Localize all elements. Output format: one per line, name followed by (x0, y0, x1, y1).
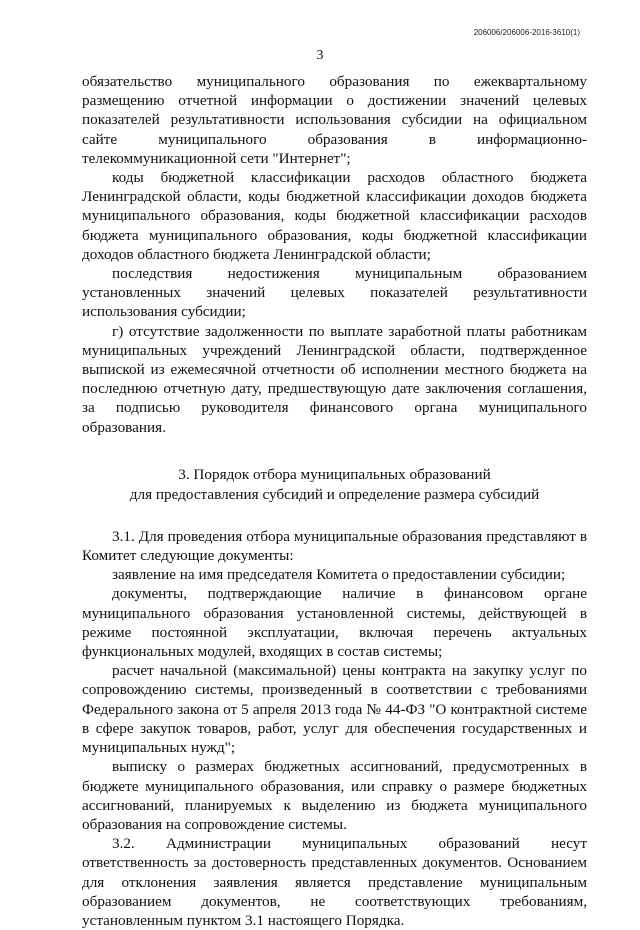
section-title-line-2: для предоставления субсидий и определение размера субсидий (129, 485, 540, 503)
document-id: 206006/206006-2016-3610(1) (473, 28, 580, 37)
section-heading (82, 465, 587, 505)
paragraph-3-2: 3.2. Администрации муниципальных образований несут ответственность за достоверность представленных документов. Основанием для отклонения заявления является представление муниципальным образованием документов, не соответствующих требованиям, установленным пунктом 3.1 настоящего Порядка. (82, 835, 587, 929)
document-body (82, 72, 587, 930)
paragraph-no-salary-debt: г) отсутствие задолженности по выплате заработной платы работникам муниципальных учреждений Ленинградской области, подтвержденное выпиской из ежемесячной отчетности об исполнении местного бюджета на последнюю отчетную дату, предшествующую дате заключения соглашения, за подписью руководителя финансового органа муниципального образования. (82, 322, 587, 436)
page-number: 3 (316, 48, 324, 63)
paragraph-budget-codes: коды бюджетной классификации расходов областного бюджета Ленинградской области, коды бюджетной классификации доходов бюджета муниципального образования, коды бюджетной классификации расходов бюджета муниципального образования, коды бюджетной классификации доходов областного бюджета Ленинградской области; (82, 169, 587, 263)
paragraph-3-1: 3.1. Для проведения отбора муниципальные образования представляют в Комитет следующие документы: (82, 527, 587, 565)
section-title-line-1: 3. Порядок отбора муниципальных образований (178, 465, 491, 483)
paragraph-reporting-obligation: обязательство муниципального образования по ежеквартальному размещению отчетной информации о достижении значений целевых показателей результативности использования субсидии на официальном сайте муниципального образования в информационно-телекоммуникационной сети "Интернет"; (82, 73, 587, 167)
paragraph-consequences: последствия недостижения муниципальным образованием установленных значений целевых показателей результативности использования субсидии; (82, 265, 587, 321)
list-item-price-calculation: расчет начальной (максимальной) цены контракта на закупку услуг по сопровождению системы, произведенный в соответствии с требованиями Федерального закона от 5 апреля 2013 года № 44-ФЗ "О контрактной системе в сфере закупок товаров, работ, услуг для обеспечения государственных и муниципальных нужд"; (82, 662, 587, 757)
list-item-system-documents: документы, подтверждающие наличие в финансовом органе муниципального образования установленной системы, действующей в режиме постоянной эксплуатации, включая перечень актуальных функциональных модулей, входящих в состав системы; (82, 585, 587, 661)
list-item-budget-extract: выписку о размерах бюджетных ассигнований, предусмотренных в бюджете муниципального образования, или справку о размере бюджетных ассигнований, планируемых к выделению из бюджета муниципального образования на сопровождение системы. (82, 758, 587, 833)
list-item-application: заявление на имя председателя Комитета о предоставлении субсидии; (112, 566, 566, 584)
